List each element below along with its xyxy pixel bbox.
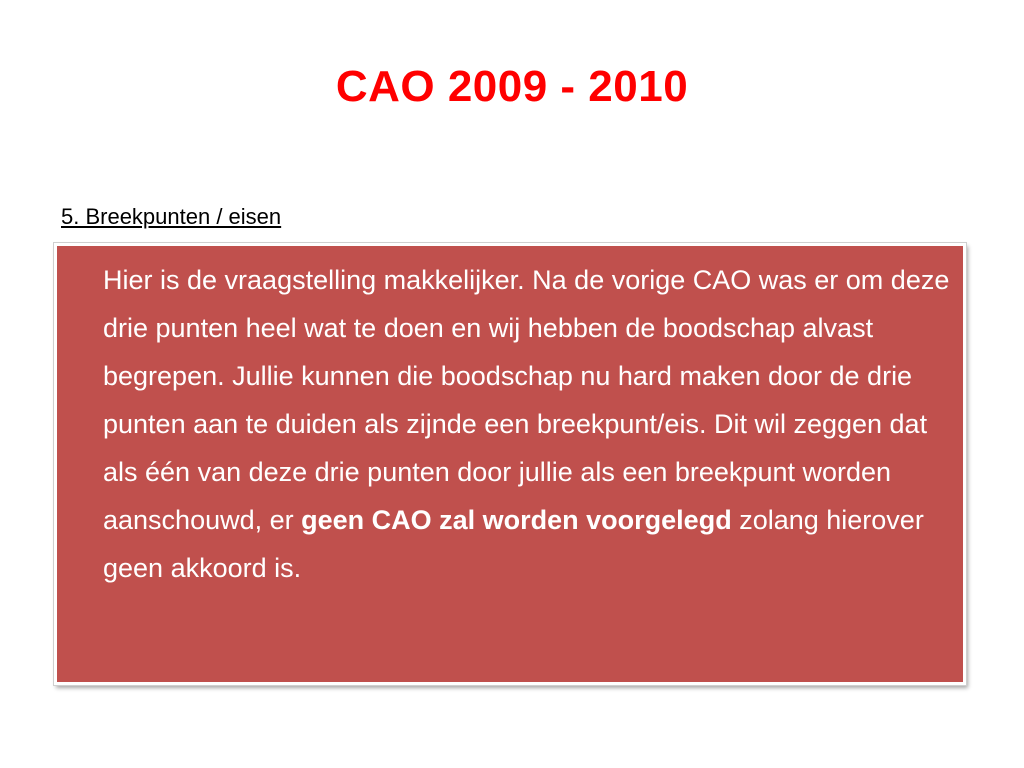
body-text-part-1: Hier is de vraagstelling makkelijker. Na de vorige CAO was er om deze drie punten heel wat te doen en wij hebben de boodschap alvast begrepen. Jullie kunnen die boodschap nu hard maken door de drie punten aan te duiden als zijnde een breekpunt/eis. Dit wil zeggen dat als één van deze drie punten door jullie als een breekpunt worden aanschouwd, er (103, 265, 950, 535)
body-paragraph (103, 256, 955, 592)
section-subheading: 5. Breekpunten / eisen (61, 204, 282, 229)
body-text-box (54, 243, 966, 685)
slide-title: CAO 2009 - 2010 (335, 62, 689, 111)
body-text-bold: geen CAO zal worden voorgelegd (301, 505, 732, 535)
body-text-part-2: zolang hierover geen akkoord is. (103, 505, 924, 583)
